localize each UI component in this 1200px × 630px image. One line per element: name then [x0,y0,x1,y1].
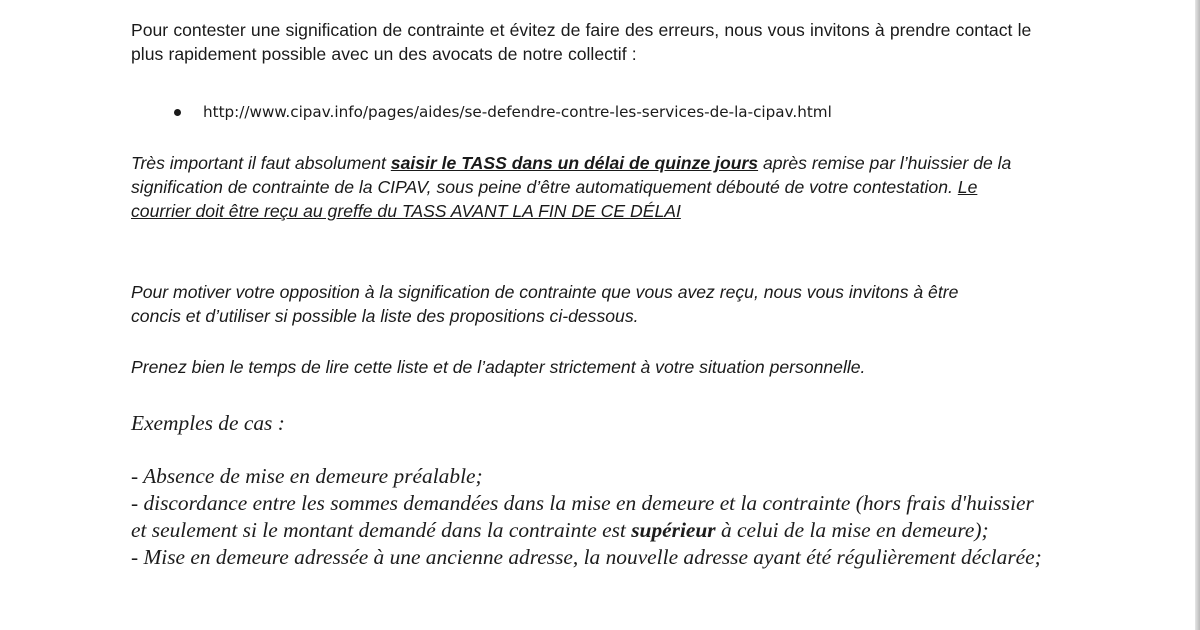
case-item-amount-discrepancy [131,490,1051,544]
cases-list [131,463,1051,571]
cipav-link[interactable]: http://www.cipav.info/pages/aides/se-defendre-contre-les-services-de-la-cipav.html [203,103,832,121]
prenez-paragraph: Prenez bien le temps de lire cette liste et de l’adapter strictement à votre situation personnelle. [131,357,866,377]
bullet-icon [174,109,181,116]
tass-deadline-paragraph [131,151,1031,223]
intro-paragraph: Pour contester une signification de contrainte et évitez de faire des erreurs, nous vous invitons à prendre contact le plus rapidement possible avec un des avocats de notre collectif : [131,20,1032,64]
case2-after-text: à celui de la mise en demeure); [715,518,989,542]
tass-greffe-notice: Le courrier doit être reçu au greffe du TASS AVANT LA FIN DE CE DÉLAI [131,177,978,221]
lawyers-link-list [172,100,832,124]
exemples-heading: Exemples de cas : [131,411,285,435]
case-item-old-address: - Mise en demeure adressée à une ancienne adresse, la nouvelle adresse ayant été régulièrement déclarée; [131,545,1042,569]
case2-bold-word: supérieur [631,518,716,542]
case-item-no-formal-notice: - Absence de mise en demeure préalable; [131,464,483,488]
page-edge-shadow [1195,0,1200,630]
case2-before-text: - discordance entre les sommes demandées dans la mise en demeure et la contrainte (hors frais d'huissier et seulement si le montant demandé dans la contrainte est [131,491,1034,542]
tass-lead-text: Très important il faut absolument [131,153,391,173]
tass-middle-text: après remise par l’huissier de la signification de contrainte de la CIPAV, sous peine d’être automatiquement débouté de votre contestation. [131,153,1012,197]
list-item [172,100,832,124]
tass-deadline-emphasis: saisir le TASS dans un délai de quinze jours [390,153,759,173]
motiver-paragraph: Pour motiver votre opposition à la signification de contrainte que vous avez reçu, nous vous invitons à être concis et d’utiliser si possible la liste des propositions ci-dessous. [131,282,959,326]
